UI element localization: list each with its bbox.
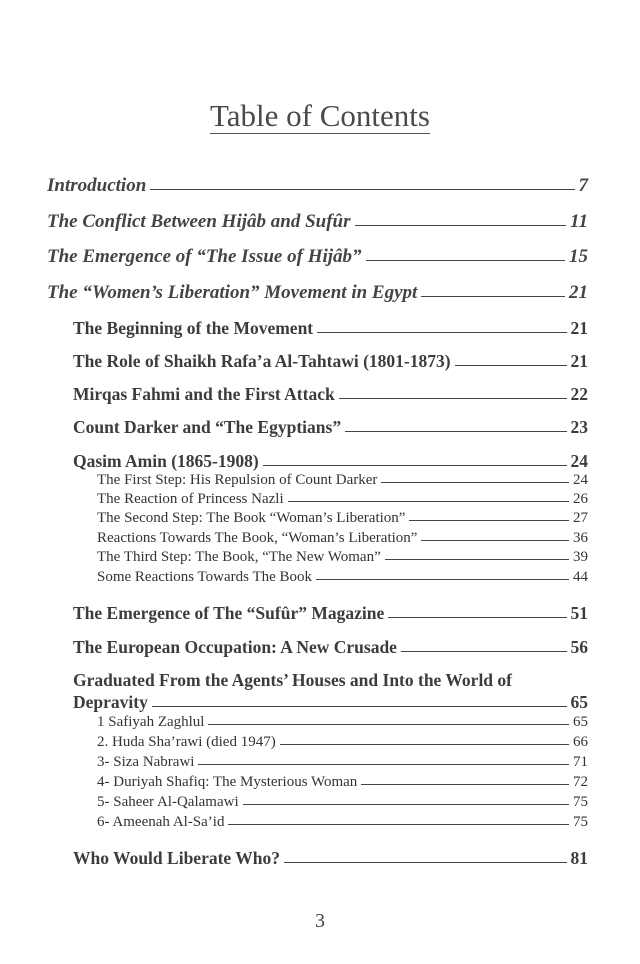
entry-page: 44	[573, 569, 588, 585]
entry-page: 21	[569, 282, 588, 303]
entry-label: 4- Duriyah Shafiq: The Mysterious Woman	[97, 774, 358, 790]
entry-label: The Third Step: The Book, “The New Woman”	[97, 549, 381, 565]
leader-line	[385, 558, 569, 560]
entry-label: The Emergence of The “Sufûr” Magazine	[73, 603, 385, 623]
toc-subsubentry[interactable]	[97, 754, 588, 771]
entry-label: The “Women’s Liberation” Movement in Egypt	[47, 282, 418, 303]
entry-label: 6- Ameenah Al-Sa’id	[97, 814, 225, 830]
toc-subsubentry[interactable]	[97, 472, 588, 489]
page-number: 3	[315, 910, 325, 932]
toc-subsubentry[interactable]	[97, 774, 588, 791]
toc-subsubentry[interactable]	[97, 549, 588, 566]
leader-line	[381, 481, 569, 483]
leader-line	[388, 616, 566, 618]
entry-label: The Reaction of Princess Nazli	[97, 491, 284, 507]
entry-label: The Second Step: The Book “Woman’s Liberation”	[97, 510, 406, 526]
leader-line	[228, 823, 569, 825]
toc-entry[interactable]	[47, 282, 588, 304]
leader-line	[288, 500, 569, 502]
entry-label: The Beginning of the Movement	[73, 318, 314, 338]
entry-label: Who Would Liberate Who?	[73, 848, 280, 868]
entry-label: The First Step: His Repulsion of Count Darker	[97, 472, 378, 488]
leader-line	[355, 224, 567, 226]
entry-label: 2. Huda Sha’rawi (died 1947)	[97, 734, 276, 750]
toc-subsubentry[interactable]	[97, 510, 588, 527]
toc-subentry-line1[interactable]: Graduated From the Agents’ Houses and Into the World of	[73, 670, 512, 690]
toc-entry[interactable]	[47, 175, 588, 197]
toc-subsubentry[interactable]	[97, 714, 588, 731]
leader-line	[455, 364, 567, 366]
page-title	[0, 98, 640, 134]
entry-label: Mirqas Fahmi and the First Attack	[73, 384, 335, 404]
entry-page: 21	[570, 318, 588, 338]
leader-line	[401, 650, 567, 652]
toc-subentry[interactable]	[73, 848, 588, 869]
leader-line	[421, 295, 565, 297]
leader-line	[263, 464, 567, 466]
title-text: Table of Contents	[210, 98, 430, 133]
leader-line	[366, 259, 565, 261]
entry-page: 75	[573, 794, 588, 810]
entry-page: 24	[573, 472, 588, 488]
entry-page: 56	[570, 637, 588, 657]
entry-label: Count Darker and “The Egyptians”	[73, 417, 342, 437]
leader-line	[150, 188, 574, 190]
leader-line	[316, 578, 569, 580]
entry-label: The European Occupation: A New Crusade	[73, 637, 397, 657]
entry-label: Reactions Towards The Book, “Woman’s Liberation”	[97, 530, 418, 546]
entry-page: 65	[573, 714, 588, 730]
toc-subsubentry[interactable]	[97, 491, 588, 508]
leader-line	[339, 397, 567, 399]
leader-line	[152, 705, 567, 707]
leader-line	[243, 803, 569, 805]
leader-line	[361, 783, 569, 785]
leader-line	[317, 331, 566, 333]
entry-page: 15	[569, 246, 588, 267]
entry-page: 23	[570, 417, 588, 437]
toc-entry[interactable]	[47, 211, 588, 233]
entry-page: 72	[573, 774, 588, 790]
entry-label: Depravity	[73, 692, 148, 712]
entry-page: 39	[573, 549, 588, 565]
entry-label: The Role of Shaikh Rafa’a Al-Tahtawi (1801-1873)	[73, 351, 451, 371]
entry-page: 11	[570, 211, 588, 232]
entry-page: 75	[573, 814, 588, 830]
leader-line	[198, 763, 569, 765]
toc-subentry[interactable]	[73, 417, 588, 438]
entry-page: 71	[573, 754, 588, 770]
entry-label: 5- Saheer Al-Qalamawi	[97, 794, 239, 810]
toc-subsubentry[interactable]	[97, 530, 588, 547]
entry-label: The Conflict Between Hijâb and Sufûr	[47, 211, 351, 232]
entry-page: 7	[578, 175, 588, 196]
entry-page: 21	[570, 351, 588, 371]
leader-line	[280, 743, 569, 745]
toc-subentry[interactable]	[73, 451, 588, 472]
toc-subsubentry[interactable]	[97, 814, 588, 831]
entry-label: The Emergence of “The Issue of Hijâb”	[47, 246, 362, 267]
entry-label: Some Reactions Towards The Book	[97, 569, 313, 585]
entry-label: 1 Safiyah Zaghlul	[97, 714, 205, 730]
leader-line	[208, 723, 569, 725]
toc-subsubentry[interactable]	[97, 569, 588, 586]
entry-label: 3- Siza Nabrawi	[97, 754, 195, 770]
entry-page: 24	[570, 451, 588, 471]
toc-subentry[interactable]	[73, 351, 588, 372]
entry-page: 65	[570, 692, 588, 712]
toc-entry[interactable]	[47, 246, 588, 268]
toc-subsubentry[interactable]	[97, 794, 588, 811]
entry-page: 26	[573, 491, 588, 507]
leader-line	[284, 861, 567, 863]
entry-label: Introduction	[47, 175, 147, 196]
toc-subentry[interactable]	[73, 603, 588, 624]
toc-subsubentry[interactable]	[97, 734, 588, 751]
entry-page: 51	[570, 603, 588, 623]
leader-line	[345, 430, 566, 432]
entry-page: 22	[570, 384, 588, 404]
leader-line	[421, 539, 569, 541]
entry-page: 81	[570, 848, 588, 868]
toc-subentry[interactable]	[73, 692, 588, 713]
entry-page: 66	[573, 734, 588, 750]
entry-page: 36	[573, 530, 588, 546]
toc-subentry[interactable]	[73, 384, 588, 405]
entry-label: Qasim Amin (1865-1908)	[73, 451, 259, 471]
entry-page: 27	[573, 510, 588, 526]
toc-subentry[interactable]	[73, 637, 588, 658]
leader-line	[409, 519, 569, 521]
toc-subentry[interactable]	[73, 318, 588, 339]
